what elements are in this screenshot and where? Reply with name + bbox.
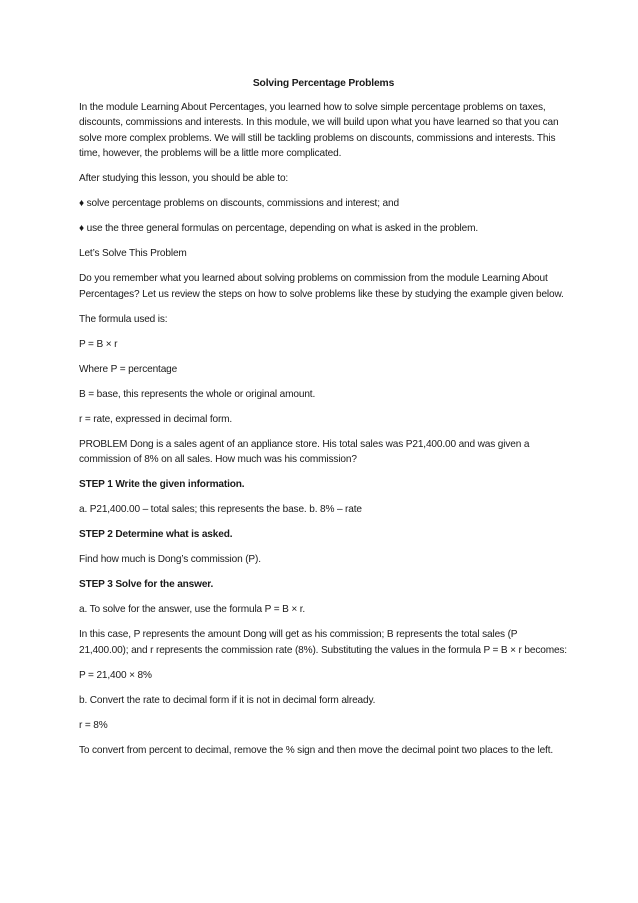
paragraph: Do you remember what you learned about solving problems on commission from the module Learning About Percentages? Let us review the steps on how to solve problems like these by studying the example given below. <box>79 273 564 300</box>
paragraph: P = B × r <box>79 338 118 350</box>
paragraph: The formula used is: <box>79 313 168 325</box>
paragraph: ♦ use the three general formulas on percentage, depending on what is asked in the problem. <box>79 223 479 234</box>
paragraph: P = 21,400 × 8% <box>79 669 152 681</box>
step-heading: STEP 1 Write the given information. <box>79 479 245 490</box>
document-body <box>79 100 568 759</box>
paragraph: b. Convert the rate to decimal form if it is not in decimal form already. <box>79 694 376 706</box>
paragraph: a. To solve for the answer, use the formula P = B × r. <box>79 604 306 615</box>
paragraph: In this case, P represents the amount Dong will get as his commission; B represents the total sales (P 21,400.00); and r represents the commission rate (8%). Substituting the values in the formula P = B × r becomes: <box>79 629 567 656</box>
paragraph: To convert from percent to decimal, remove the % sign and then move the decimal point two places to the left. <box>79 744 554 756</box>
paragraph: In the module Learning About Percentages, you learned how to solve simple percentage problems on taxes, discounts, commissions and interests. In this module, we will build upon what you have learned so that you can solve more complex problems. We will still be tackling problems on discounts, commissions and interests. This time, however, the problems will be a little more complicated. <box>79 101 559 159</box>
paragraph: Where P = percentage <box>79 363 178 375</box>
paragraph: a. P21,400.00 – total sales; this represents the base. b. 8% – rate <box>79 504 362 515</box>
paragraph: After studying this lesson, you should be able to: <box>79 173 289 184</box>
paragraph: r = 8% <box>79 719 108 731</box>
paragraph: B = base, this represents the whole or original amount. <box>79 388 316 400</box>
paragraph: Find how much is Dong’s commission (P). <box>79 554 261 565</box>
paragraph: PROBLEM Dong is a sales agent of an appliance store. His total sales was P21,400.00 and was given a commission of 8% on all sales. How much was his commission? <box>79 438 530 465</box>
page-title: Solving Percentage Problems <box>252 78 395 89</box>
paragraph: ♦ solve percentage problems on discounts, commissions and interest; and <box>79 198 399 209</box>
step-heading: STEP 2 Determine what is asked. <box>79 529 233 540</box>
step-heading: STEP 3 Solve for the answer. <box>79 579 214 590</box>
paragraph: Let’s Solve This Problem <box>79 248 187 259</box>
paragraph: r = rate, expressed in decimal form. <box>79 413 233 425</box>
